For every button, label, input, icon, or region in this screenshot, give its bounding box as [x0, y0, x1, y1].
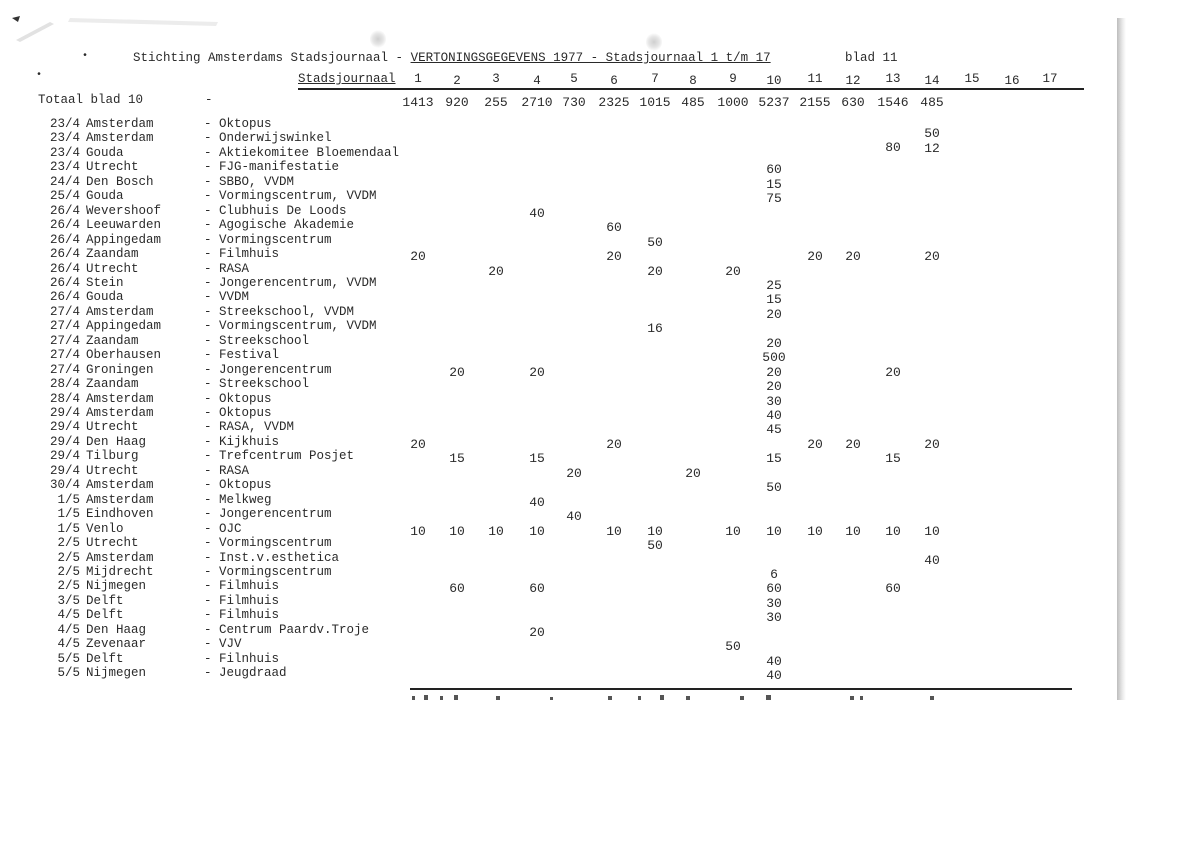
- row-value-col-11: 20: [807, 249, 823, 264]
- row-date: 4/5: [57, 608, 80, 622]
- total-col-5: 730: [562, 95, 586, 110]
- row-place: Nijmegen: [86, 666, 147, 680]
- table-row: [0, 160, 1100, 177]
- row-date: 27/4: [49, 305, 80, 319]
- row-date: 1/5: [57, 493, 80, 507]
- row-value-col-12: 20: [845, 437, 861, 452]
- row-date: 29/4: [49, 420, 80, 434]
- row-value-col-14: 10: [924, 524, 940, 539]
- row-value-col-6: 20: [606, 437, 622, 452]
- row-date: 2/5: [57, 579, 80, 593]
- row-venue: - Festival: [204, 348, 280, 362]
- row-date: 29/4: [49, 435, 80, 449]
- row-place: Appingedam: [86, 319, 162, 333]
- row-date: 27/4: [49, 334, 80, 348]
- row-value-col-6: 60: [606, 220, 622, 235]
- row-place: Amsterdam: [86, 493, 154, 507]
- row-place: Zaandam: [86, 377, 139, 391]
- total-col-2: 920: [445, 95, 469, 110]
- row-venue: - RASA: [204, 262, 250, 276]
- column-header-17: 17: [1042, 72, 1058, 86]
- total-col-13: 1546: [877, 95, 909, 110]
- row-date: 5/5: [57, 652, 80, 666]
- header-underline: [298, 88, 1084, 90]
- row-date: 1/5: [57, 507, 80, 521]
- row-date: 27/4: [49, 363, 80, 377]
- row-date: 29/4: [49, 406, 80, 420]
- row-venue: - Oktopus: [204, 392, 272, 406]
- column-header-11: 11: [807, 72, 823, 86]
- row-date: 26/4: [49, 290, 80, 304]
- row-value-col-1: 20: [410, 437, 426, 452]
- table-row: [0, 204, 1100, 221]
- row-date: 5/5: [57, 666, 80, 680]
- row-place: Gouda: [86, 290, 124, 304]
- row-venue: - Jongerencentrum: [204, 363, 332, 377]
- row-date: 4/5: [57, 637, 80, 651]
- row-value-col-10: 15: [766, 177, 782, 192]
- row-value-col-10: 40: [766, 408, 782, 423]
- row-venue: - Centrum Paardv.Troje: [204, 623, 370, 637]
- table-row: [0, 637, 1100, 654]
- row-place: Zevenaar: [86, 637, 147, 651]
- row-value-col-12: 20: [845, 249, 861, 264]
- row-date: 26/4: [49, 276, 80, 290]
- row-date: 2/5: [57, 536, 80, 550]
- row-value-col-2: 20: [449, 365, 465, 380]
- table-row: [0, 420, 1100, 437]
- row-venue: - FJG-manifestatie: [204, 160, 340, 174]
- column-header-1: 1: [414, 72, 422, 86]
- table-row: [0, 493, 1100, 510]
- row-date: 30/4: [49, 478, 80, 492]
- row-value-col-3: 10: [488, 524, 504, 539]
- table-row: [0, 406, 1100, 423]
- table-row: [0, 141, 1100, 160]
- row-venue: - Vormingscentrum: [204, 233, 332, 247]
- column-header-14: 14: [924, 74, 940, 88]
- row-venue: - Jeugdraad: [204, 666, 287, 680]
- table-row: [0, 464, 1100, 481]
- row-date: 25/4: [49, 189, 80, 203]
- totals-dash: -: [205, 93, 213, 107]
- column-header-16: 16: [1004, 74, 1020, 88]
- cut-off-sum-row: [410, 694, 950, 700]
- table-row: [0, 218, 1100, 235]
- total-col-10: 5237: [758, 95, 790, 110]
- row-date: 27/4: [49, 348, 80, 362]
- row-value-col-10: 30: [766, 394, 782, 409]
- row-value-col-9: 20: [725, 264, 741, 279]
- table-row: [0, 507, 1100, 524]
- column-header-4: 4: [533, 74, 541, 88]
- row-date: 1/5: [57, 522, 80, 536]
- table-row: [0, 536, 1100, 553]
- row-value-col-13: 20: [885, 365, 901, 380]
- row-venue: - VVDM: [204, 290, 250, 304]
- row-date: 26/4: [49, 247, 80, 261]
- row-venue: - Onderwijswinkel: [204, 131, 332, 145]
- row-value-col-11: 10: [807, 524, 823, 539]
- row-place: Amsterdam: [86, 305, 154, 319]
- row-value-col-10: 75: [766, 191, 782, 206]
- row-value-col-14: 50: [924, 126, 940, 141]
- column-header-15: 15: [964, 72, 980, 86]
- row-date: 29/4: [49, 449, 80, 463]
- row-venue: - Trefcentrum Posjet: [204, 449, 355, 463]
- row-venue: - Vormingscentrum: [204, 565, 332, 579]
- table-row: [0, 233, 1100, 250]
- column-header-7: 7: [651, 72, 659, 86]
- hole-punch-smudge-left: [370, 30, 386, 48]
- table-row: [0, 377, 1100, 394]
- total-col-1: 1413: [402, 95, 434, 110]
- document-title: [133, 51, 771, 65]
- table-row: [0, 579, 1100, 596]
- row-value-col-10: 30: [766, 610, 782, 625]
- column-header-9: 9: [729, 72, 737, 86]
- row-value-col-7: 50: [647, 235, 663, 250]
- row-date: 2/5: [57, 565, 80, 579]
- row-value-col-14: 20: [924, 437, 940, 452]
- row-date: 27/4: [49, 319, 80, 333]
- table-row: [0, 348, 1100, 365]
- total-col-12: 630: [841, 95, 865, 110]
- row-value-col-6: 10: [606, 524, 622, 539]
- row-venue: - Aktiekomitee Bloemendaal: [204, 146, 400, 160]
- row-date: 4/5: [57, 623, 80, 637]
- column-header-8: 8: [689, 74, 697, 88]
- row-venue: - Jongerencentrum: [204, 507, 332, 521]
- row-value-col-10: 60: [766, 162, 782, 177]
- row-venue: - Filnhuis: [204, 652, 280, 666]
- row-place: Nijmegen: [86, 579, 147, 593]
- row-value-col-4: 40: [529, 206, 545, 221]
- table-row: [0, 449, 1100, 466]
- table-row: [0, 392, 1100, 409]
- row-place: Stein: [86, 276, 124, 290]
- table-row: [0, 290, 1100, 307]
- row-value-col-10: 50: [766, 480, 782, 495]
- table-row: [0, 551, 1100, 568]
- row-value-col-2: 10: [449, 524, 465, 539]
- total-col-3: 255: [484, 95, 508, 110]
- table-row: [0, 276, 1100, 293]
- row-place: Amsterdam: [86, 117, 154, 131]
- row-value-col-4: 10: [529, 524, 545, 539]
- row-venue: - Filmhuis: [204, 608, 280, 622]
- row-venue: - Inst.v.esthetica: [204, 551, 340, 565]
- table-row: [0, 608, 1100, 625]
- row-place: Tilburg: [86, 449, 139, 463]
- row-place: Groningen: [86, 363, 154, 377]
- row-date: 29/4: [49, 464, 80, 478]
- table-row: [0, 623, 1100, 640]
- row-place: Gouda: [86, 189, 124, 203]
- total-col-11: 2155: [799, 95, 831, 110]
- table-row: [0, 522, 1100, 539]
- table-row: [0, 247, 1100, 264]
- table-row: [0, 189, 1100, 206]
- organization-name: Stichting Amsterdams Stadsjournaal -: [133, 51, 404, 65]
- row-place: Amsterdam: [86, 551, 154, 565]
- row-value-col-14: 20: [924, 249, 940, 264]
- row-venue: - Vormingscentrum: [204, 536, 332, 550]
- row-value-col-10: 20: [766, 336, 782, 351]
- row-value-col-10: 25: [766, 278, 782, 293]
- row-place: Utrecht: [86, 464, 139, 478]
- row-venue: - Agogische Akademie: [204, 218, 355, 232]
- total-col-8: 485: [681, 95, 705, 110]
- table-row: [0, 652, 1100, 669]
- row-venue: - Streekschool, VVDM: [204, 305, 355, 319]
- row-place: Utrecht: [86, 262, 139, 276]
- row-venue: - Oktopus: [204, 406, 272, 420]
- row-value-col-7: 16: [647, 321, 663, 336]
- row-value-col-7: 10: [647, 524, 663, 539]
- column-group-label: Stadsjournaal: [298, 72, 396, 86]
- row-value-col-7: 20: [647, 264, 663, 279]
- row-date: 23/4: [49, 117, 80, 131]
- row-venue: - SBBO, VVDM: [204, 175, 295, 189]
- row-value-col-8: 20: [685, 466, 701, 481]
- row-value-col-2: 60: [449, 581, 465, 596]
- total-col-14: 485: [920, 95, 944, 110]
- row-value-col-4: 40: [529, 495, 545, 510]
- total-col-6: 2325: [598, 95, 630, 110]
- column-header-6: 6: [610, 74, 618, 88]
- row-place: Delft: [86, 652, 124, 666]
- table-row: [0, 305, 1100, 322]
- row-place: Delft: [86, 594, 124, 608]
- column-header-5: 5: [570, 72, 578, 86]
- row-venue: - Streekschool: [204, 377, 310, 391]
- row-date: 23/4: [49, 160, 80, 174]
- row-value-col-13: 10: [885, 524, 901, 539]
- row-venue: - RASA, VVDM: [204, 420, 295, 434]
- row-date: 26/4: [49, 262, 80, 276]
- table-row: [0, 334, 1100, 351]
- row-venue: - VJV: [204, 637, 242, 651]
- row-date: 26/4: [49, 233, 80, 247]
- totals-label: Totaal blad 10: [38, 93, 144, 107]
- row-value-col-6: 20: [606, 249, 622, 264]
- row-value-col-1: 10: [410, 524, 426, 539]
- row-place: Zaandam: [86, 247, 139, 261]
- sheet-number: blad 11: [845, 51, 898, 65]
- table-row: [0, 565, 1100, 582]
- row-value-col-10: 60: [766, 581, 782, 596]
- row-value-col-4: 20: [529, 365, 545, 380]
- scan-artifact-mark: [10, 14, 220, 42]
- total-col-9: 1000: [717, 95, 749, 110]
- row-venue: - Jongerencentrum, VVDM: [204, 276, 377, 290]
- row-value-col-10: 45: [766, 422, 782, 437]
- row-venue: - Filmhuis: [204, 594, 280, 608]
- row-value-col-10: 20: [766, 379, 782, 394]
- row-place: Den Bosch: [86, 175, 154, 189]
- table-row: [0, 478, 1100, 495]
- row-place: Utrecht: [86, 420, 139, 434]
- row-value-col-11: 20: [807, 437, 823, 452]
- row-place: Amsterdam: [86, 478, 154, 492]
- row-place: Den Haag: [86, 435, 147, 449]
- table-row: [0, 594, 1100, 611]
- table-row: [0, 435, 1100, 452]
- row-venue: - RASA: [204, 464, 250, 478]
- row-venue: - Vormingscentrum, VVDM: [204, 189, 377, 203]
- row-value-col-3: 20: [488, 264, 504, 279]
- row-date: 26/4: [49, 218, 80, 232]
- row-value-col-5: 40: [566, 509, 582, 524]
- column-header-2: 2: [453, 74, 461, 88]
- column-header-3: 3: [492, 72, 500, 86]
- row-value-col-4: 15: [529, 451, 545, 466]
- row-value-col-1: 20: [410, 249, 426, 264]
- row-value-col-10: 40: [766, 668, 782, 683]
- table-row: [0, 319, 1100, 336]
- row-date: 24/4: [49, 175, 80, 189]
- row-venue: - Melkweg: [204, 493, 272, 507]
- row-venue: - Streekschool: [204, 334, 310, 348]
- row-place: Oberhausen: [86, 348, 162, 362]
- row-date: 2/5: [57, 551, 80, 565]
- row-value-col-4: 60: [529, 581, 545, 596]
- row-value-col-10: 500: [762, 350, 786, 365]
- row-date: 28/4: [49, 377, 80, 391]
- scan-page-edge: [1117, 18, 1126, 700]
- row-venue: - Filmhuis: [204, 579, 280, 593]
- row-value-col-9: 10: [725, 524, 741, 539]
- row-place: Mijdrecht: [86, 565, 154, 579]
- column-header-10: 10: [766, 74, 782, 88]
- row-date: 28/4: [49, 392, 80, 406]
- row-venue: - Kijkhuis: [204, 435, 280, 449]
- row-place: Den Haag: [86, 623, 147, 637]
- row-value-col-10: 10: [766, 524, 782, 539]
- row-venue: - Oktopus: [204, 117, 272, 131]
- row-value-col-5: 20: [566, 466, 582, 481]
- row-date: 26/4: [49, 204, 80, 218]
- row-value-col-4: 20: [529, 625, 545, 640]
- row-place: Utrecht: [86, 536, 139, 550]
- row-place: Zaandam: [86, 334, 139, 348]
- total-col-4: 2710: [521, 95, 553, 110]
- column-header-12: 12: [845, 74, 861, 88]
- row-value-col-14: 12: [924, 141, 940, 156]
- row-place: Eindhoven: [86, 507, 154, 521]
- row-value-col-10: 20: [766, 365, 782, 380]
- hole-punch-smudge-right: [646, 33, 662, 51]
- row-place: Delft: [86, 608, 124, 622]
- row-value-col-2: 15: [449, 451, 465, 466]
- row-venue: - Clubhuis De Loods: [204, 204, 347, 218]
- row-date: 23/4: [49, 146, 80, 160]
- row-value-col-14: 40: [924, 553, 940, 568]
- row-place: Appingedam: [86, 233, 162, 247]
- row-value-col-10: 30: [766, 596, 782, 611]
- table-row: [0, 175, 1100, 192]
- row-value-col-10: 15: [766, 292, 782, 307]
- column-header-13: 13: [885, 72, 901, 86]
- row-value-col-13: 80: [885, 140, 901, 155]
- margin-dot: •: [36, 70, 43, 81]
- row-place: Wevershoof: [86, 204, 162, 218]
- row-place: Amsterdam: [86, 392, 154, 406]
- total-col-7: 1015: [639, 95, 671, 110]
- row-place: Leeuwarden: [86, 218, 162, 232]
- row-value-col-12: 10: [845, 524, 861, 539]
- row-value-col-13: 15: [885, 451, 901, 466]
- row-value-col-10: 6: [770, 567, 778, 582]
- table-row: [0, 363, 1100, 380]
- row-date: 23/4: [49, 131, 80, 145]
- table-row: [0, 666, 1100, 683]
- row-place: Utrecht: [86, 160, 139, 174]
- row-venue: - OJC: [204, 522, 242, 536]
- row-date: 3/5: [57, 594, 80, 608]
- row-venue: - Filmhuis: [204, 247, 280, 261]
- table-row: [0, 262, 1100, 279]
- row-place: Venlo: [86, 522, 124, 536]
- row-value-col-7: 50: [647, 538, 663, 553]
- row-value-col-13: 60: [885, 581, 901, 596]
- row-place: Gouda: [86, 146, 124, 160]
- row-value-col-10: 20: [766, 307, 782, 322]
- row-value-col-10: 15: [766, 451, 782, 466]
- row-place: Amsterdam: [86, 131, 154, 145]
- row-venue: - Oktopus: [204, 478, 272, 492]
- report-title: VERTONINGSGEGEVENS 1977 - Stadsjournaal 1 t/m 17: [410, 51, 771, 65]
- row-place: Amsterdam: [86, 406, 154, 420]
- row-value-col-10: 40: [766, 654, 782, 669]
- sum-rule: [410, 688, 1072, 690]
- margin-dot: •: [82, 51, 89, 62]
- row-value-col-9: 50: [725, 639, 741, 654]
- row-venue: - Vormingscentrum, VVDM: [204, 319, 377, 333]
